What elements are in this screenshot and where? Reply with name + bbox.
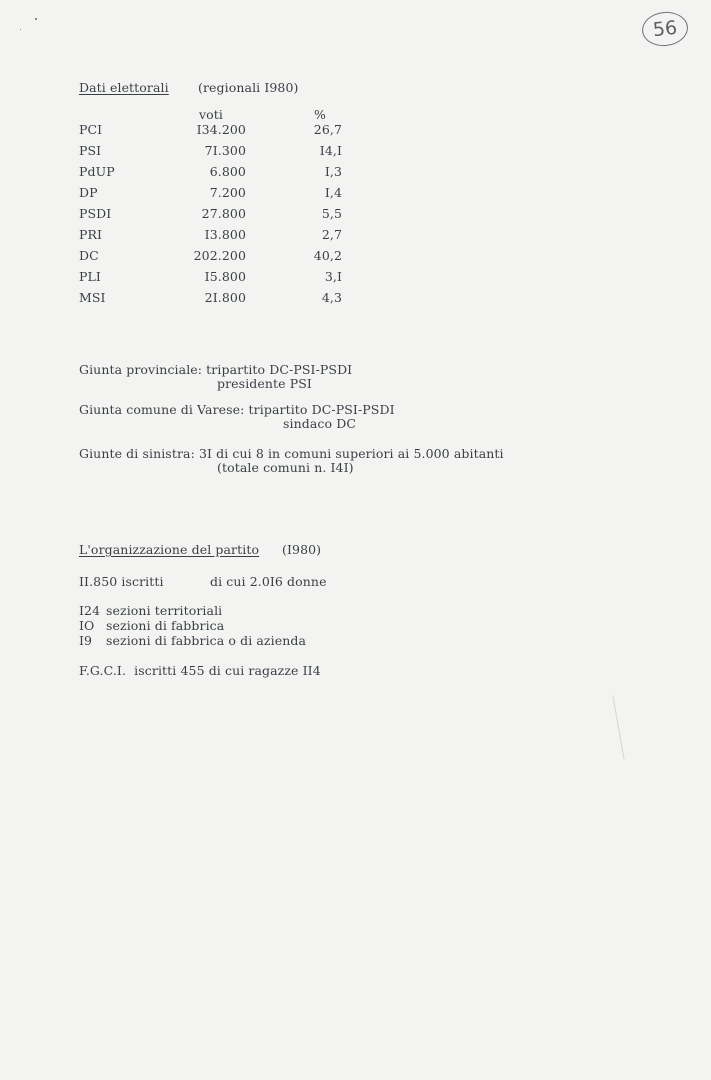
iscritti-total: II.850 iscritti	[79, 574, 164, 589]
giunta-provinciale-president: presidente PSI	[217, 376, 312, 391]
fgci-line: F.G.C.I. iscritti 455 di cui ragazze II4	[79, 663, 321, 678]
sezioni-label: sezioni di fabbrica o di azienda	[106, 633, 307, 648]
sezioni-count: I9	[79, 633, 93, 648]
giunta-provinciale: Giunta provinciale: tripartito DC-PSI-PSDI	[79, 362, 353, 377]
party-name: PSI	[79, 143, 102, 158]
giunte-sinistra-total: (totale comuni n. I4I)	[217, 460, 354, 475]
organization-title: L'organizzazione del partito	[79, 542, 260, 557]
party-votes: 2I.800	[204, 290, 246, 305]
party-votes: 7.200	[209, 185, 246, 200]
scan-mark	[612, 695, 624, 759]
scan-speck	[35, 18, 37, 20]
sezioni-count: I24	[79, 603, 101, 618]
party-percent: 5,5	[321, 206, 342, 221]
party-name: DC	[79, 248, 99, 263]
electoral-title: Dati elettorali	[79, 80, 169, 95]
party-name: MSI	[79, 290, 106, 305]
giunte-sinistra: Giunte di sinistra: 3I di cui 8 in comuni superiori ai 5.000 abitanti	[79, 446, 504, 461]
party-name: PLI	[79, 269, 101, 284]
party-name: PCI	[79, 122, 103, 137]
party-votes: 7I.300	[204, 143, 246, 158]
giunta-comune-sindaco: sindaco DC	[283, 416, 357, 431]
party-percent: I,3	[324, 164, 342, 179]
sezioni-count: IO	[79, 618, 95, 633]
giunta-comune: Giunta comune di Varese: tripartito DC-PSI-PSDI	[79, 402, 395, 417]
party-votes: 27.800	[201, 206, 246, 221]
party-name: PSDI	[79, 206, 112, 221]
party-percent: 4,3	[321, 290, 342, 305]
party-percent: 26,7	[313, 122, 342, 137]
page-number: 56	[640, 10, 689, 49]
iscritti-donne: di cui 2.0I6 donne	[210, 574, 327, 589]
electoral-subtitle: (regionali I980)	[198, 80, 299, 95]
party-name: PdUP	[79, 164, 115, 179]
party-votes: 6.800	[209, 164, 246, 179]
party-votes: 202.200	[193, 248, 246, 263]
party-name: PRI	[79, 227, 103, 242]
organization-year: (I980)	[282, 542, 322, 557]
sezioni-label: sezioni di fabbrica	[106, 618, 225, 633]
party-name: DP	[79, 185, 98, 200]
party-percent: I4,I	[319, 143, 342, 158]
party-percent: 3,I	[324, 269, 342, 284]
party-percent: I,4	[324, 185, 342, 200]
percent-column-header: %	[314, 107, 326, 122]
party-votes: I5.800	[204, 269, 246, 284]
party-percent: 40,2	[313, 248, 342, 263]
party-votes: I34.200	[196, 122, 246, 137]
party-percent: 2,7	[321, 227, 342, 242]
scan-speck	[20, 29, 21, 30]
party-votes: I3.800	[204, 227, 246, 242]
sezioni-label: sezioni territoriali	[106, 603, 223, 618]
votes-column-header: voti	[199, 107, 224, 122]
